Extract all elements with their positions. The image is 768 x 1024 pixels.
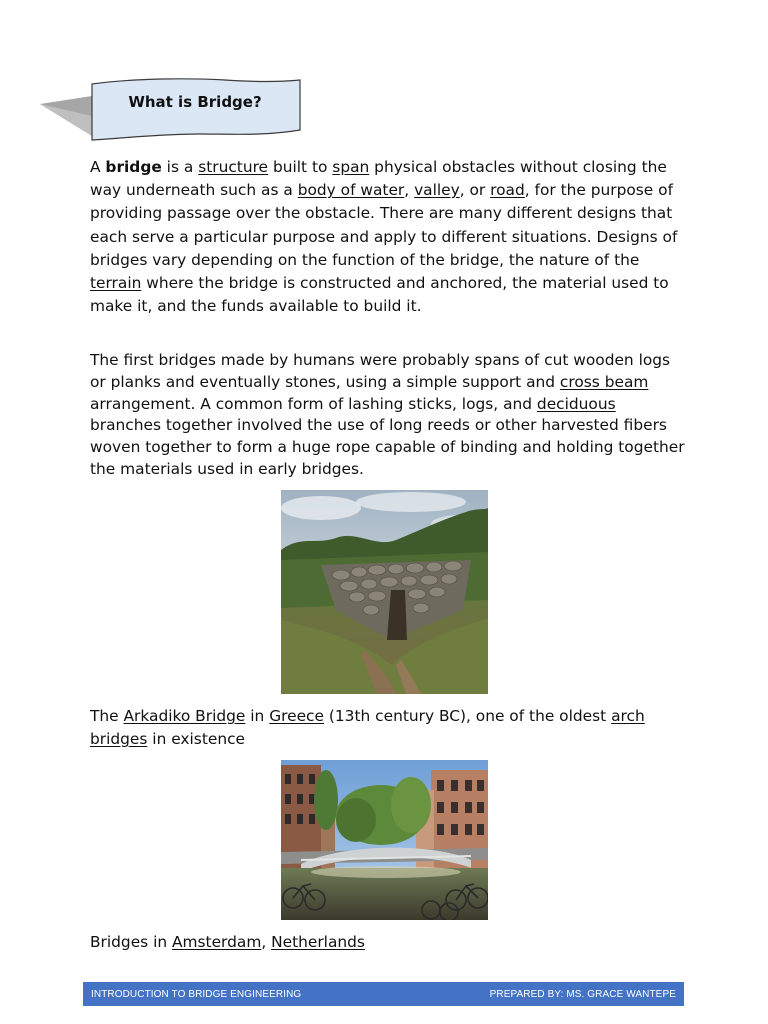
text-run: in existence bbox=[147, 730, 246, 748]
text-run: where the bridge is constructed and anchored, the material used to make it, and the funds available to build it. bbox=[90, 274, 669, 316]
text-run: (13th century BC), one of the oldest bbox=[323, 707, 612, 725]
text-run: built to bbox=[268, 158, 333, 176]
page-title: What is Bridge? bbox=[128, 93, 262, 111]
bold-term-bridge: bridge bbox=[105, 158, 162, 176]
footer-course-title: INTRODUCTION TO BRIDGE ENGINEERING bbox=[91, 989, 302, 1000]
footer-author: PREPARED BY: MS. GRACE WANTEPE bbox=[489, 989, 676, 1000]
title-banner bbox=[40, 76, 302, 142]
text-run: , for the purpose of providing passage over the obstacle. There are many different designs that each serve a particular purpose and apply to different situations. Designs of bridges vary depending on the function of the bridge, the nature of the bbox=[90, 181, 678, 269]
link-arch-bridges[interactable]: arch bridges bbox=[90, 707, 645, 748]
history-paragraph bbox=[90, 350, 690, 481]
link-netherlands[interactable]: Netherlands bbox=[271, 933, 365, 951]
link-structure[interactable]: structure bbox=[198, 158, 269, 176]
link-terrain[interactable]: terrain bbox=[90, 274, 142, 293]
text-run: physical obstacles without closing the way underneath such as a bbox=[90, 158, 667, 200]
text-run: is a bbox=[161, 158, 199, 176]
text-run: in bbox=[245, 707, 270, 725]
text-run: Bridges in bbox=[90, 933, 173, 951]
arkadiko-caption bbox=[90, 705, 690, 751]
text-run: , bbox=[261, 933, 272, 951]
text-run: arrangement. A common form of lashing sticks, logs, and bbox=[90, 394, 537, 413]
link-span[interactable]: span bbox=[332, 158, 370, 176]
link-greece[interactable]: Greece bbox=[269, 707, 324, 725]
text-run: The bbox=[90, 707, 124, 725]
link-deciduous[interactable]: deciduous bbox=[536, 394, 616, 413]
link-amsterdam[interactable]: Amsterdam bbox=[172, 933, 262, 951]
text-run: A bbox=[90, 158, 106, 176]
arkadiko-bridge-photo bbox=[281, 490, 488, 694]
amsterdam-bridge-image bbox=[281, 760, 488, 920]
link-valley[interactable]: valley bbox=[414, 181, 460, 200]
link-cross-beam[interactable]: cross beam bbox=[559, 372, 649, 391]
link-body-of-water[interactable]: body of water bbox=[297, 181, 405, 200]
amsterdam-bridge-photo bbox=[281, 760, 488, 920]
text-run: branches together involved the use of long reeds or other harvested fibers woven together to form a huge rope capable of binding and holding together the materials used in early bridges. bbox=[90, 416, 685, 478]
link-road[interactable]: road bbox=[490, 181, 525, 200]
arkadiko-bridge-image bbox=[281, 490, 488, 694]
intro-paragraph bbox=[90, 156, 690, 318]
amsterdam-caption bbox=[90, 931, 690, 954]
text-run: , or bbox=[459, 181, 491, 200]
text-run: , bbox=[404, 181, 415, 200]
text-run: The first bridges made by humans were probably spans of cut wooden logs or planks and eventually stones, using a simple support and bbox=[90, 351, 671, 391]
page-footer bbox=[83, 982, 684, 1006]
link-arkadiko-bridge[interactable]: Arkadiko Bridge bbox=[123, 707, 246, 725]
